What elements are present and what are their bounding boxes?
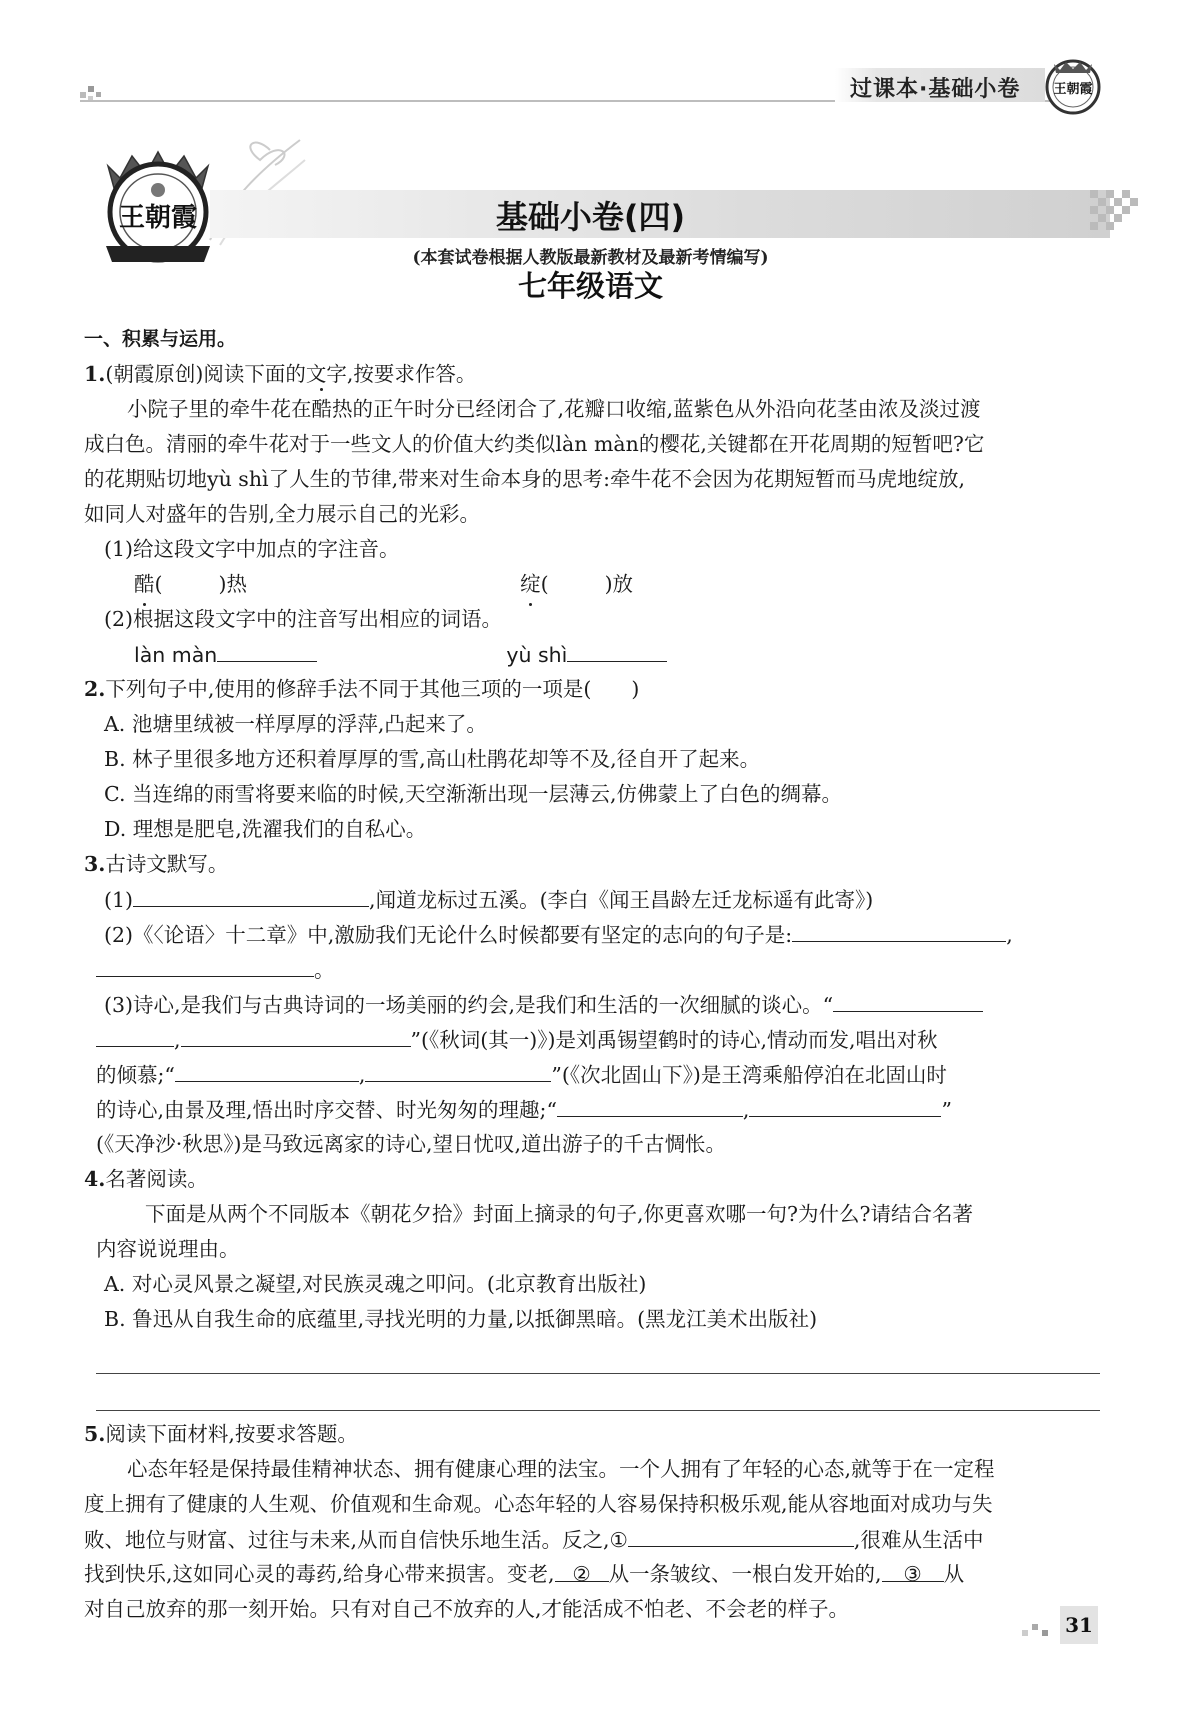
punct: ” xyxy=(941,1098,952,1122)
blank-marker-2: ② xyxy=(572,1562,591,1586)
option[interactable]: B. 林子里很多地方还积着厚厚的雪,高山杜鹃花却等不及,径自开了起来。 xyxy=(104,747,761,771)
punct: , xyxy=(742,1098,750,1122)
question-number: 1. xyxy=(84,362,106,386)
recitation-text: ”(《次北固山下》)是王湾乘船停泊在北固山时 xyxy=(551,1063,947,1087)
question-text: 下列句子中,使用的修辞手法不同于其他三项的一项是( xyxy=(105,677,592,701)
passage-line: 心态年轻是保持最佳精神状态、拥有健康心理的法宝。一个人拥有了年轻的心态,就等于在一定程 xyxy=(127,1457,995,1481)
passage-text: 小院子里的牵牛花在 xyxy=(127,397,312,421)
answer-blank[interactable] xyxy=(365,1057,551,1082)
section-heading: 一、积累与运用。 xyxy=(84,328,237,350)
pinyin-answer-row xyxy=(84,567,1100,602)
brand-logo-icon xyxy=(1040,56,1106,116)
recitation-line xyxy=(84,1092,1100,1127)
paren-tail: )放 xyxy=(604,572,634,596)
paren: ( xyxy=(540,572,549,596)
question-text: 古诗文默写。 xyxy=(105,852,229,876)
question-text: 下面是从两个不同版本《朝花夕拾》封面上摘录的句子,你更喜欢哪一句?为什么?请结合名著 xyxy=(145,1202,973,1226)
recitation-text: 的诗心,由景及理,悟出时序交替、时光匆匆的理趣;“ xyxy=(96,1098,557,1122)
dotted-char: 绽 xyxy=(520,567,541,602)
answer-blank[interactable] xyxy=(181,1022,411,1047)
answer-blank-1[interactable] xyxy=(628,1522,854,1547)
grade-title: 七年级语文 xyxy=(517,269,663,303)
word-answer-row xyxy=(84,637,1100,672)
pinyin-label: làn màn xyxy=(134,643,218,667)
page-title: 基础小卷(四) xyxy=(495,198,686,236)
badge-logo-text: 王朝霞 xyxy=(118,203,198,233)
passage-line: 对自己放弃的那一刻开始。只有对自己不放弃的人,才能活成不怕老、不会老的样子。 xyxy=(84,1597,850,1621)
answer-blank-yushi[interactable] xyxy=(567,637,667,662)
passage-line xyxy=(84,1557,1100,1592)
question-number: 4. xyxy=(84,1167,106,1191)
punct: , xyxy=(1006,923,1013,947)
blank-marker-3: ③ xyxy=(903,1562,922,1586)
passage-text: 热的正午时分已经闭合了,花瓣口收缩,蓝紫色从外沿向花茎由浓及淡过渡 xyxy=(332,397,981,421)
answer-blank[interactable] xyxy=(175,1057,359,1082)
passage-text: 败、地位与财富、过往与未来,从而自信快乐地生活。反之, xyxy=(84,1528,610,1552)
passage-line: 如同人对盛年的告别,全力展示自己的光彩。 xyxy=(84,502,481,526)
passage-line: 成白色。清丽的牵牛花对于一些文人的价值大约类似làn màn的樱花,关键都在开花周期的短暂吧?它 xyxy=(84,432,985,456)
header-series-title: 过课本·基础小卷 xyxy=(850,77,1021,102)
answer-blank-2[interactable] xyxy=(555,1557,609,1586)
dotted-char: 酷 xyxy=(312,392,333,427)
blank-marker-1: ① xyxy=(609,1528,628,1552)
answer-blank[interactable] xyxy=(96,952,314,977)
option: B. 鲁迅从自我生命的底蕴里,寻找光明的力量,以抵御黑暗。(黑龙江美术出版社) xyxy=(104,1307,818,1331)
answer-blank-lanman[interactable] xyxy=(217,637,317,662)
question-2-stem xyxy=(84,672,1100,707)
page-subtitle: (本套试卷根据人教版最新教材及最新考情编写) xyxy=(412,248,769,268)
passage-text: ,很难从生活中 xyxy=(853,1528,984,1552)
recitation-line xyxy=(84,952,1100,987)
question-1-stem xyxy=(84,357,1100,392)
option[interactable]: D. 理想是肥皂,洗濯我们的自私心。 xyxy=(104,817,427,841)
paren-tail: )热 xyxy=(218,572,247,596)
recitation-line xyxy=(84,882,1100,917)
recitation-line xyxy=(84,987,1100,1022)
recitation-text: ”(《秋词(其一)》)是刘禹锡望鹤时的诗心,情动而发,唱出对秋 xyxy=(410,1028,938,1052)
worksheet-content xyxy=(84,322,1100,1627)
punct: , xyxy=(174,1028,181,1052)
recitation-line xyxy=(84,917,1100,952)
recitation-text: ,闻道龙标过五溪。(李白《闻王昌龄左迁龙标遥有此寄》) xyxy=(369,888,874,912)
answer-blank[interactable] xyxy=(133,882,369,907)
question-text: 内容说说理由。 xyxy=(96,1237,240,1261)
brand-logo-text: 王朝霞 xyxy=(1053,82,1093,97)
item-label: (1) xyxy=(104,888,134,912)
question-number: 2. xyxy=(84,677,106,701)
passage-line: 度上拥有了健康的人生观、价值观和生命观。心态年轻的人容易保持积极乐观,能从容地面对成功与失 xyxy=(84,1492,993,1516)
answer-blank[interactable] xyxy=(96,1022,174,1047)
passage-text: 从一条皱纹、一根白发开始的, xyxy=(608,1562,882,1586)
paren: ( xyxy=(154,572,163,596)
page-number: 31 xyxy=(1060,1606,1098,1644)
question-text: (朝霞原创)阅读下面的文字,按要求作答。 xyxy=(105,362,477,386)
option[interactable]: A. 池塘里绒被一样厚厚的浮萍,凸起来了。 xyxy=(104,712,487,736)
passage-line xyxy=(84,1522,1100,1557)
recitation-line: (《天净沙·秋思》)是马致远离家的诗心,望日忧叹,道出游子的千古惆怅。 xyxy=(96,1132,727,1156)
question-4-stem xyxy=(84,1162,1100,1197)
subquestion: (1)给这段文字中加点的字注音。 xyxy=(104,537,400,561)
question-5-stem xyxy=(84,1417,1100,1452)
recitation-line xyxy=(84,1057,1100,1092)
answer-blank-3[interactable] xyxy=(882,1557,944,1586)
answer-line[interactable] xyxy=(96,1337,1100,1374)
question-number: 3. xyxy=(84,852,106,876)
answer-blank[interactable] xyxy=(792,917,1006,942)
question-number: 5. xyxy=(84,1422,106,1446)
subquestion: (2)根据这段文字中的注音写出相应的词语。 xyxy=(104,607,503,631)
passage-line: 的花期贴切地yù shì了人生的节律,带来对生命本身的思考:牵牛花不会因为花期短暂而马虎地绽放, xyxy=(84,467,966,491)
answer-blank[interactable] xyxy=(833,987,983,1012)
passage-text: 从 xyxy=(943,1562,965,1586)
recitation-text: (2)《〈论语〉十二章》中,激励我们无论什么时候都要有坚定的志向的句子是: xyxy=(104,923,793,947)
question-text: 阅读下面材料,按要求答题。 xyxy=(105,1422,358,1446)
recitation-text: 的倾慕;“ xyxy=(96,1063,175,1087)
punct: 。 xyxy=(314,958,335,982)
paren: ) xyxy=(631,677,640,701)
passage-line xyxy=(84,392,1100,427)
punct: , xyxy=(358,1063,366,1087)
dotted-char: 酷 xyxy=(134,567,155,602)
answer-line[interactable] xyxy=(96,1374,1100,1411)
pinyin-label: yù shì xyxy=(506,643,568,667)
footer-dots-decoration xyxy=(1020,1622,1056,1640)
passage-text: 找到快乐,这如同心灵的毒药,给身心带来损害。变老, xyxy=(84,1562,555,1586)
question-3-stem xyxy=(84,847,1100,882)
answer-blank[interactable] xyxy=(749,1092,941,1117)
question-text: 名著阅读。 xyxy=(105,1167,208,1191)
option[interactable]: C. 当连绵的雨雪将要来临的时候,天空渐渐出现一层薄云,仿佛蒙上了白色的绸幕。 xyxy=(104,782,843,806)
recitation-text: (3)诗心,是我们与古典诗词的一场美丽的约会,是我们和生活的一次细腻的谈心。“ xyxy=(104,993,834,1017)
answer-blank[interactable] xyxy=(557,1092,743,1117)
recitation-line xyxy=(84,1022,1100,1057)
option: A. 对心灵风景之凝望,对民族灵魂之叩问。(北京教育出版社) xyxy=(104,1272,647,1296)
